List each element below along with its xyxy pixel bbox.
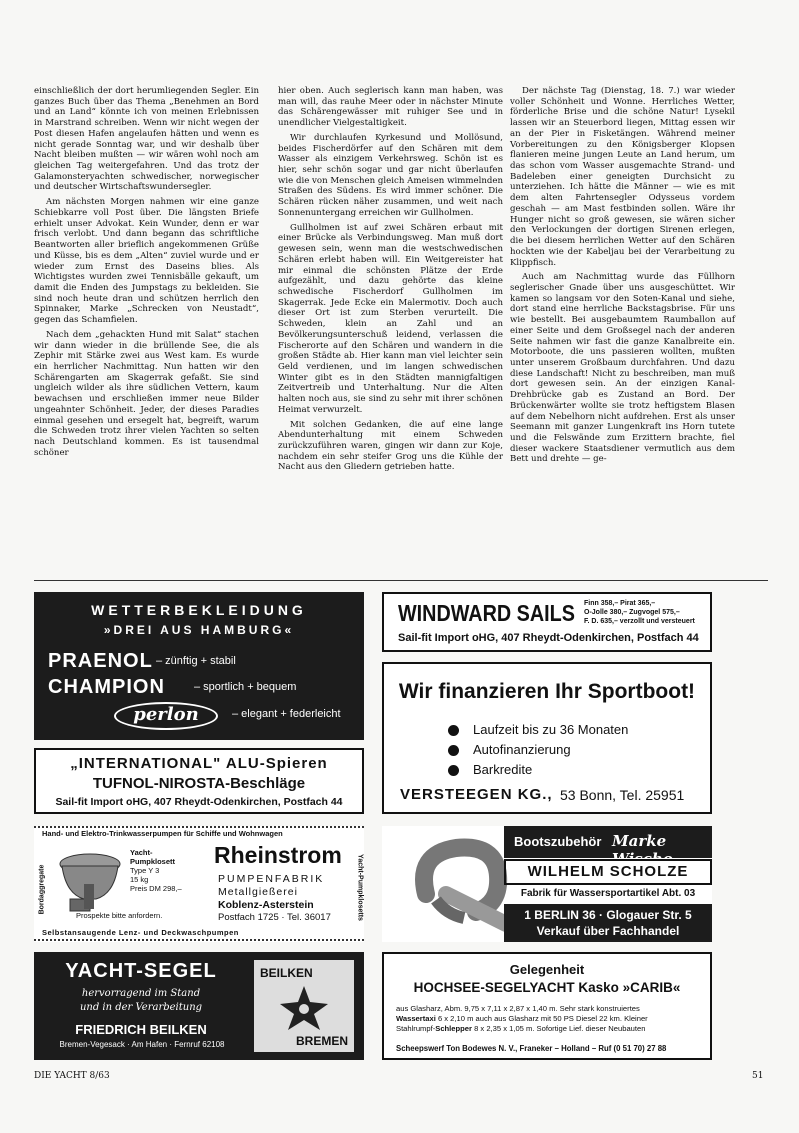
gelegenheit-headline: HOCHSEE-SEGELYACHT Kasko »CARIB« (413, 980, 681, 995)
yacht-address: Bremen-Vegesack · Am Hafen · Fernruf 62108 (59, 1040, 225, 1049)
paragraph: Nach dem „gehackten Hund mit Salat“ stachen wir dann wieder in die brüllende See, die als Zephir mit Stärke zwei aus West kam. Es wurde ein herrlicher Nachmittag. Nun hatten wir den Schärengarten am Skagerrak gefaßt. Sie sind ungleich wilder als ihre südlichen Vettern, kaum bewachsen und erschließen immer neue Bilder ungeahnter Schönheit. Jeder, der dieses Paradies einmal gesehen und ersegelt hat, begreift, warum die Schweden trotz ihrer vielen Yachten so selten nach Deutschland kommen. Es ist tausendmal schöner (34, 329, 259, 458)
ad-rheinstrom (34, 826, 364, 942)
rheinstrom-sub3: Koblenz-Asterstein (218, 899, 314, 911)
rheinstrom-sub4: Postfach 1725 · Tel. 36017 (218, 912, 331, 923)
scholze-name: WILHELM SCHOLZE (504, 859, 712, 885)
ad-international (34, 748, 364, 814)
rheinstrom-right-side: Yacht-Pumpklosetts (356, 854, 364, 921)
international-line2: TUFNOL-NIROSTA-Beschläge (92, 775, 306, 792)
paragraph: Wir durchlaufen Kyrkesund und Mollösund, beides Fischerdörfer auf den Schären mit dem Wasser als einzigem Verkehrsweg. Schön ist es hier, sehr schön sogar und gar nicht überlaufen wie die von Menschen gleich Ameisen wimmelnden Straßen des Südens. Es wird immer schöner. Die Schären rücken näher zusammen, und weit nach Sonnenuntergang erreichen wir Gullholmen. (278, 132, 503, 218)
brand-champion: CHAMPION (48, 676, 165, 698)
international-address: Sail-fit Import oHG, 407 Rheydt-Odenkirchen, Postfach 44 (55, 796, 343, 808)
article-column-2 (278, 86, 503, 477)
scholze-header: Bootszubehör Marke Wischo (504, 826, 712, 858)
windward-prices (584, 599, 695, 626)
article-column-3 (510, 86, 735, 469)
scholze-address: 1 BERLIN 36 · Glogauer Str. 5 Verkauf über Fachhandel (504, 904, 712, 942)
rheinstrom-left-side: Bordaggregate (38, 864, 46, 915)
gelegenheit-contact: Scheepswerf Ton Bodewes N. V., Franeker – Holland – Ruf (0 51 70) 27 88 (396, 1044, 667, 1053)
rheinstrom-sub1: PUMPENFABRIK (218, 873, 325, 885)
brand-perlon-desc: – elegant + federleicht (232, 708, 341, 720)
article-column-1 (34, 86, 259, 462)
bullet-icon (448, 765, 459, 776)
rheinstrom-prospekt: Prospekte bitte anfordern. (76, 911, 163, 920)
pumpklosett-image (56, 844, 126, 914)
paragraph: Der nächste Tag (Dienstag, 18. 7.) war wieder voller Schönheit und Wonne. Herrliches Wetter, förderliche Brise und die schöne Natur! Lysekil lassen wir an Steuerbord liegen, Mittag essen wir an der Pier in Fisketängen. Während meiner Vorbereitungen zu den Königsberger Klopsen flanieren meine jungen Leute an Land herum, um das schon vom Wasser ausgemachte Strand- und Badeleben einer geneigten Durchsicht zu unterziehen. Ich hätte die Männer — wie es mit dem alten Fahrtensegler Odysseus vordem geschah — am Mast festbinden sollen. Wäre ihr Hunger nicht so groß gewesen, sie wären sicher den Verlockungen der dortigen Sirenen erlegen, die bei diesem herrlichen Wetter auf den Schären hockten wie der Kabeljau bei der Verarbeitung zu Klippfisch. (510, 86, 735, 268)
ad-scholze (382, 826, 712, 942)
yacht-title: YACHT-SEGEL (65, 960, 217, 982)
page-number: 51 (752, 1071, 764, 1081)
list-item: Autofinanzierung (448, 740, 628, 760)
scholze-fabrik: Fabrik für Wassersportartikel Abt. 03 (520, 888, 696, 899)
price-line: F. D. 635,– verzollt und versteuert (584, 618, 695, 625)
dotted-border (34, 939, 364, 942)
finanz-company: VERSTEEGEN KG., (400, 786, 553, 803)
gelegenheit-body: aus Glasharz, Abm. 9,75 x 7,11 x 2,87 x 1,40 m. Sehr stark konstruiertes Wassertaxi 6 x 2,10 m auch aus Glasharz mit 50 PS Diesel 22 km. Kleiner Stahlrumpf-Schlepper 8 x 2,35 x 1,05 m. Sofortige Lief. dieser Neubauten (396, 1004, 648, 1033)
brand-champion-desc: – sportlich + bequem (194, 681, 297, 693)
rheinstrom-name: Rheinstrom (214, 842, 342, 868)
bullet-icon (448, 745, 459, 756)
ad-gelegenheit (382, 952, 712, 1060)
list-item: Laufzeit bis zu 36 Monaten (448, 720, 628, 740)
yacht-sub2: und in der Verarbeitung (79, 1002, 203, 1013)
ad-windward-sails (382, 592, 712, 652)
windward-title: WINDWARD SAILS (398, 600, 575, 626)
finanz-title: Wir finanzieren Ihr Sportboot! (398, 680, 696, 703)
list-item: Barkredite (448, 760, 628, 780)
windward-address: Sail-fit Import oHG, 407 Rheydt-Odenkirchen, Postfach 44 (398, 632, 699, 644)
finanz-address: 53 Bonn, Tel. 25951 (560, 787, 685, 803)
perlon-logo: perlon (114, 702, 218, 730)
paragraph: Auch am Nachmittag wurde das Füllhorn seglerischer Gnade über uns ausgeschüttet. Wir kamen so langsam vor den Soten-Kanal und siehe, dort stand eine herrliche Backstagsbrise. Für uns wie bestellt. Bei ausgebaumtem Raumballon auf einer Seite und dem Großsegel nach der anderen Seite nahmen wir fast die ganze Kanalbreite ein. Motorboote, die uns passieren wollten, mußten unter unserem Großbaum durchfahren. Und dazu diese Landschaft! Nicht zu beschreiben, man muß dort gewesen sein. An der einzigen Kanal-Drehbrücke gab es Zustand an Bord. Der Brückenwärter wollte sie trotz heftigstem Blasen auf dem Nebelhorn nicht aufdrehen. Erst als unser Seemann mit ganzer Lungenkraft ins Horn tutete und die Felswände zum Erzittern brachte, fiel dieser wackere Staatsdiener vermutlich aus dem Bett und drehte — ge- (510, 272, 735, 465)
brand-praenol-desc: – zünftig + stabil (156, 655, 236, 667)
paragraph: Gullholmen ist auf zwei Schären erbaut mit einer Brücke als Verbindungsweg. Man muß dort gewesen sein, wenn man die westschwedischen Schären erlebt haben will. Ein Weitgereister hat mir einmal die schönsten Plätze der Erde aufgezählt, und dazu gehörte das kleine schwedische Fischerdorf Gullholmen im Skagerrak. Jede Ecke ein Malermotiv. Doch auch dieser Ort ist zum Sterben verurteilt. Die Schweden, klein an Zahl und an Bevölkerungsunterschuß leidend, verlassen die Fischerorte auf den Schären und wandern in die großen Städte ab. Hier kann man viel leichter sein Geld verdienen, und im langen schwedischen Winter gibt es in den Städten mannigfaltigen Zeitvertreib und Unterhaltung. Nur die Alten halten noch aus, sie sind zu sehr mit ihrer schönen Heimat verwurzelt. (278, 222, 503, 415)
paragraph: Am nächsten Morgen nahmen wir eine ganze Schiebkarre voll Post über. Die längsten Briefe erhielt unser Advokat. Kein Wunder, denn er war frisch verlobt. Und dann begann das schriftliche Beantworten aller brieflich angekommenen Grüße und Küsse, bis es dem „Alten“ zuviel wurde und er wieder zum Ernst des Daseins blies. Als Wichtigstes wurden zwei Tennisbälle gekauft, um damit die Enden des Jumpstags zu bekleiden. Sie sind noch heute dran und schützen herrlich den Spinnaker, Marke „Schrecken von Neustadt“, gegen das Schamfielen. (34, 197, 259, 326)
paragraph: Mit solchen Gedanken, die auf eine lange Abendunterhaltung mit einem Schweden zurückzuführen waren, gingen wir dann zur Koje, nachdem ein sehr steifer Grog uns die Kühle der Nacht aus den Gliedern getrieben hatte. (278, 419, 503, 473)
rheinstrom-sub2: Metallgießerei (218, 886, 298, 898)
ad-wetterbekleidung (34, 592, 364, 740)
rheinstrom-bottom-line: Selbstansaugende Lenz- und Deckwaschpumpen (42, 928, 239, 937)
international-line1: „INTERNATIONAL" ALU-Spieren (70, 755, 328, 772)
price-line: Finn 358,– Pirat 365,– (584, 600, 656, 607)
ad-finanzierung (382, 662, 712, 814)
finanz-bullets (448, 720, 628, 780)
compass-star-icon (274, 982, 334, 1034)
paragraph: einschließlich der dort herumliegenden Segler. Ein ganzes Buch über das Thema „Benehmen an Bord und an Land“ könnte ich von meinen Erlebnissen in Marstrand schreiben. Wenn wir nicht wegen der Post diesen Hafen angelaufen hätten und wenn es nicht gerade Sonntag war, und wir deshalb über Nacht bleiben mußten — wir wären wohl noch am gleichen Tag weitergefahren. Und das trotz der Galamonsteryachten schwedischer, norwegischer und deutscher Wirtschaftswundersegler. (34, 86, 259, 193)
gelegenheit-title: Gelegenheit (509, 962, 585, 977)
bullet-icon (448, 725, 459, 736)
paragraph: hier oben. Auch seglerisch kann man haben, was man will, das rauhe Meer oder in nächster Minute das Schärengewässer mit ruhiger See und in unendlicher Vielgestaltigkeit. (278, 86, 503, 129)
price-line: O-Jolle 380,– Zugvogel 575,– (584, 609, 680, 616)
beilken-logo: BEILKEN BREMEN (254, 960, 354, 1052)
ad-yacht-segel (34, 952, 364, 1060)
rheinstrom-top-line: Hand- und Elektro-Trinkwasserpumpen für Schiffe und Wohnwagen (42, 829, 283, 838)
pumpklosett-specs: Yacht- Pumpklosett Type Y 3 15 kg Preis DM 298,– (130, 848, 182, 893)
yacht-sub1: hervorragend im Stand (81, 988, 201, 999)
footer-issue: DIE YACHT 8/63 (34, 1071, 110, 1081)
yacht-name: FRIEDRICH BEILKEN (75, 1022, 207, 1037)
section-divider (34, 580, 768, 581)
ad-subheadline: »DREI AUS HAMBURG« (103, 623, 295, 637)
ad-headline: WETTERBEKLEIDUNG (91, 602, 307, 618)
brand-praenol: PRAENOL (48, 650, 153, 672)
